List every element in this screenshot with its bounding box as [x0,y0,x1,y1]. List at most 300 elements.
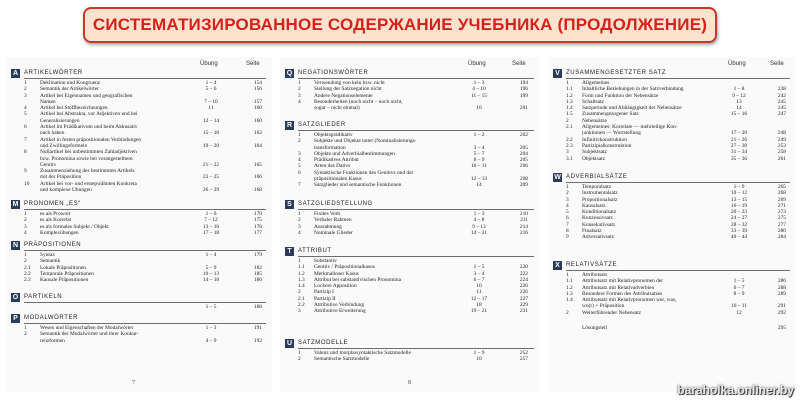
entry-exercises: 19 – 21 [470,308,488,315]
section-letter-icon: P [11,314,20,323]
section-letter-icon: Q [286,70,293,77]
entry-title: Instrumentalsatz [582,190,618,197]
entry-page: 295 [777,325,786,331]
entry-title: junktionen — Wortstellung [582,130,641,137]
entry-number: 1 [566,272,569,278]
section-header [6,314,272,325]
entry-exercises: 16 – 19 [730,202,748,209]
entry-number: 2 [24,258,27,265]
entry-exercises: 11 – 15 [471,92,487,99]
entry-exercises: 5 – 9 [205,264,217,271]
entry-exercises: 9 – 12 [732,92,746,99]
entry-number: 1.2 [566,92,573,99]
entry-number: 2 [298,356,301,363]
entry-title: und komplexe Übungen [40,187,92,194]
entry-exercises: 11 [476,289,482,296]
entry-page: 160 [253,117,262,124]
entry-page: 275 [777,215,786,222]
entry-exercises: 12 – 13 [470,176,488,183]
section-divider [298,348,534,349]
entry-title: Besondere Formen des Attributsatzes [582,290,663,297]
toc-entry[interactable] [280,308,540,314]
entry-page: 273 [777,209,786,216]
entry-page: 257 [519,356,528,363]
toc-entry[interactable] [280,182,540,188]
section-title: ZUSAMMENGESETZTER SATZ [566,70,667,76]
entry-exercises: 14 – 18 [202,277,220,284]
entry-title: Konsekutivsatz [582,221,616,228]
entry-number: 4 [24,229,27,236]
entry-number: 1 [24,211,27,217]
entry-title: Lösungsteil [582,325,608,331]
entry-exercises: 35 – 36 [730,155,748,162]
entry-exercises: 4 – 9 [205,337,217,344]
entry-number: 1 [24,325,27,331]
entry-number: 5 [566,209,569,216]
section-title: SATZGLIEDSTELLUNG [298,201,373,207]
entry-title: Lockere Apposition [314,283,357,290]
entry-page: 175 [253,217,262,224]
toc-entry[interactable] [280,230,540,236]
entry-title: Schaltsatz [582,98,604,105]
entry-number: 1.4 [298,283,305,290]
section-header [280,69,540,80]
entry-number: 8 [566,228,569,235]
toc-entry[interactable] [6,230,272,236]
entry-title: Proportionalsatz [582,196,618,203]
entry-page: 205 [519,157,528,164]
entry-exercises: 21 – 22 [202,161,220,168]
entry-page: 222 [519,270,528,277]
entry-number: 1.4 [566,105,573,112]
toc-entry[interactable] [280,356,540,362]
entry-page: 206 [519,163,528,170]
entry-exercises: 21 – 26 [730,136,748,143]
section-header [548,173,796,184]
section-title: PRÄPOSITIONEN [24,242,82,248]
entry-title: Verwendung von kein bzw. nicht [314,80,385,86]
entry-page: 271 [777,202,786,209]
entry-page: 252 [519,350,528,356]
entry-exercises: 15 – 18 [202,130,220,137]
toc-entry[interactable] [548,234,796,240]
entry-page: 211 [520,217,528,224]
entry-number: 1 [566,80,569,86]
toc-page-middle [280,57,540,392]
entry-title: Objektsatz [582,155,606,162]
entry-number: 1 [298,258,301,264]
entry-title: Attributsatz mit Relativpronomen wer, was, [582,297,677,304]
entry-exercises: 10 – 11 [471,163,487,170]
section-title: PRONOMEN „ES“ [24,201,81,207]
entry-exercises: 28 – 32 [730,221,748,228]
entry-title: Nominale Glieder [314,229,353,236]
entry-exercises: 10 – 12 [730,190,748,197]
entry-title: Temporale Präpositionen [40,270,94,277]
entry-title: sogar – nicht einmal) [314,105,360,112]
entry-number: 1 [24,80,27,86]
entry-page: 280 [777,228,786,235]
section-header [280,339,540,350]
entry-page: 170 [253,211,262,217]
section-divider [298,209,534,210]
section-divider [24,323,266,324]
entry-title: Attributsatz [582,272,608,278]
page-number: 7 [132,380,135,386]
entry-title: transformation [314,144,346,151]
entry-number: 2.1 [566,124,573,131]
entry-number: 2 [566,309,569,316]
entry-number: 4 [298,229,301,236]
entry-number: 4 [298,157,301,164]
entry-page: 196 [519,86,528,93]
entry-number: 2.2 [566,136,573,143]
entry-title: Zusammenziehung des bestimmten Artikels [40,168,135,175]
page-number: 8 [408,380,411,386]
entry-number: 3 [298,92,301,99]
entry-page: 168 [253,187,262,194]
entry-title: Satzperiode und Abhängigkeit der Nebensätze [582,105,682,112]
entry-title: Prädikatives Attribut [314,157,359,164]
section-title: SATZGLIEDER [298,122,346,128]
entry-number: 3 [566,196,569,203]
entry-title: Temporalsatz [582,184,611,190]
entry-exercises: 7 – 10 [204,98,218,105]
entry-exercises: 3 – 4 [473,144,485,151]
entry-page: 268 [777,190,786,197]
toc-section [6,314,272,344]
entry-number: 4 [24,105,27,112]
entry-title: Satzglieder und semantische Funktionen [314,182,402,189]
section-divider [566,78,790,79]
section-divider [24,250,266,251]
section-title: ATTRIBUT [298,248,332,254]
section-title: MODALWÖRTER [24,315,79,321]
toc-entry[interactable] [6,187,272,193]
entry-title: Objekte und Adverbialbestimmungen [314,150,395,157]
toc-section [548,261,796,316]
toc-section [6,293,272,310]
entry-exercises: 20 – 23 [730,209,748,216]
entry-title: Attribut bei substantivischen Pronomina [314,276,401,283]
entry-number: 2 [298,217,301,224]
entry-page: 201 [519,105,528,112]
entry-exercises: 1 – 6 [205,211,217,217]
entry-title: mit der Präposition [40,174,82,181]
entry-title: Kausale Präpositionen [40,277,89,284]
entry-number: 2 [298,138,301,145]
entry-title: Subjektsatz [582,149,607,156]
entry-page: 224 [519,276,528,283]
entry-page: 204 [519,150,528,157]
entry-exercises: 26 – 29 [202,187,220,194]
section-header [280,247,540,258]
entry-exercises: 14 – 21 [470,229,488,236]
entry-number: 7 [298,182,301,189]
entry-title: Lokale Präpositionen [40,264,86,271]
entry-page: 191 [253,325,262,331]
entry-page: 226 [519,289,528,296]
entry-number: 1 [298,350,301,356]
entry-page: 247 [777,111,786,118]
section-header [6,200,272,211]
entry-title: Kausalsatz [582,202,606,209]
entry-exercises: 19 – 20 [202,142,220,149]
entry-number: 1 [298,132,301,138]
entry-title: Artikel bei Stoffbezeichnungen [40,105,108,112]
entry-page: 231 [519,308,528,315]
entry-exercises: 1 – 5 [473,264,485,271]
entry-title: Allgemeines [582,80,610,86]
entry-number: 2.3 [24,277,31,284]
entry-exercises: 40 – 44 [730,234,748,241]
toc-page-right [548,57,796,392]
entry-title: Semantik [40,258,61,265]
entry-number: 1.5 [566,111,573,118]
section-divider [566,182,790,183]
entry-page: 154 [253,80,262,86]
toc-entry[interactable] [6,277,272,283]
entry-exercises: 1 – 4 [205,252,217,258]
entry-title: Ausrahmung [314,223,342,230]
entry-exercises: 3 – 4 [473,270,485,277]
column-header-seite: Seite [770,61,784,67]
section-divider [298,256,534,257]
entry-number: 3 [298,308,301,315]
toc-entry[interactable] [280,105,540,111]
entry-number: 3 [298,223,301,230]
entry-exercises: 17 – 20 [730,130,748,137]
entry-number: 1.1 [566,278,573,285]
entry-number: 1.2 [566,284,573,291]
entry-title: Partizipialkonstruktion [582,142,632,149]
entry-number: 2 [24,331,27,338]
section-header [548,69,796,80]
section-header [280,200,540,211]
toc-entry[interactable] [548,325,796,331]
entry-title: wo(r) + Präposition [582,303,625,310]
entry-number: 2.1 [24,264,31,271]
entry-exercises: 11 [208,105,214,112]
entry-title: Artikel bei vor- und erstерwähnten Konkreta [40,180,137,187]
entry-page: 277 [777,221,786,228]
entry-exercises: 33 – 39 [730,228,748,235]
entry-exercises: 12 – 17 [470,295,488,302]
entry-title: Generalisierungen [40,117,80,124]
entry-title: Syntaktische Funktionen des Genitivs und der [314,169,414,176]
entry-title: Subjekte und Objekte unter (Nominalisierungs- [314,138,417,145]
entry-title: Nullartikel bei unbestimmten Zahladjektiven [40,149,137,156]
entry-exercises: 8 – 9 [733,290,745,297]
entry-page: 186 [253,277,262,284]
entry-page: 162 [253,130,262,137]
entry-page: 214 [519,223,528,230]
entry-exercises: 1 – 3 [473,80,485,86]
entry-exercises: 13 – 15 [730,196,748,203]
entry-exercises: 10 [476,356,482,363]
toc-entry[interactable] [548,310,796,316]
entry-exercises: 5 – 7 [473,150,485,157]
entry-title: bzw. Pronomina sowie bei vorangestelltem [40,155,133,162]
entry-number: 5 [24,111,27,118]
toc-page-left [6,57,272,392]
entry-number: 2 [24,217,27,224]
entry-page: 292 [777,309,786,316]
section-header [280,121,540,132]
entry-page: 179 [253,252,262,258]
entry-number: 1.1 [566,86,573,93]
entry-number: 2 [566,190,569,197]
section-letter-icon: O [12,294,19,301]
toc-section [280,121,540,189]
entry-exercises: 1 – 5 [733,278,745,285]
entry-exercises: 14 [736,105,742,112]
entry-page: 229 [519,302,528,309]
entry-title: Attributsatz mit Relativpronomen der [582,278,663,285]
section-divider [566,270,790,271]
entry-number: 2.2 [24,270,31,277]
entry-title: es als formales Subjekt / Objekt [40,223,109,230]
entry-exercises: 1 – 4 [205,80,217,86]
entry-exercises: 27 – 30 [730,142,748,149]
entry-number: 3 [566,149,569,156]
entry-number: 2.1 [298,295,305,302]
entry-title: Stellung der Satznegation nicht [314,86,382,93]
entry-exercises: 4 – 10 [472,86,486,93]
entry-exercises: 1 – 2 [473,132,485,138]
toc-section [6,69,272,193]
entry-title: Semantik der Artikelwörter [40,86,99,93]
entry-page: 227 [519,295,528,302]
entry-title: Arten des Dativs [314,163,351,170]
toc-section [6,200,272,236]
entry-title: Inhaltliche Beziehungen in der Satzverbindung [582,86,684,93]
entry-title: Partizip I [314,289,334,296]
entry-number: 1.3 [566,98,573,105]
toc-entry[interactable] [548,156,796,162]
entry-title: Syntax [40,252,55,258]
entry-title: Adversativsatz [582,234,615,241]
entry-number: 9 [24,168,27,175]
toc-section [280,69,540,111]
entry-title: Form und Funktion der Nebensätze [582,92,659,99]
entry-title: Finalsatz [582,228,602,235]
section-letter-icon: W [554,174,561,181]
entry-page: 289 [777,290,786,297]
entry-number: 6 [566,215,569,222]
entry-page: 208 [519,176,528,183]
entry-page: 177 [253,229,262,236]
section-header [548,261,796,272]
entry-exercises: 1 – 9 [733,184,745,190]
entry-title: renzformen [40,337,65,344]
entry-number: 7 [566,221,569,228]
section-divider [298,130,534,131]
entry-number: 3 [298,150,301,157]
entry-page: 248 [777,130,786,137]
entry-page: 291 [777,303,786,310]
column-header-ubung: Übung [200,61,218,67]
entry-page: 284 [777,234,786,241]
entry-exercises: 1 – 9 [473,350,485,356]
entry-number: 7 [24,136,27,143]
entry-number: 1 [566,184,569,190]
entry-page: 192 [253,337,262,344]
toc-entry[interactable] [6,338,272,344]
section-title: ADVERBIALSÄTZE [566,174,628,180]
section-title: PARTIKELN [24,294,63,300]
entry-title: es als Korrelat [40,217,72,224]
entry-exercises: 12 – 14 [202,117,220,124]
entry-title: Komplexübungen [40,229,79,236]
entry-page: 258 [777,149,786,156]
entry-title: Konditionalsatz [582,209,617,216]
entry-page: 166 [253,174,262,181]
entry-title: Artikel bei Eigennamen und geografischen [40,92,133,99]
entry-number: 1.3 [566,290,573,297]
entry-title: Valenz und morphosyntaktische Satzmodelle [314,350,411,356]
watermark: baraholka.onliner.by [677,383,794,397]
entry-exercises: 13 – 16 [202,223,220,230]
entry-page: 216 [519,229,528,236]
entry-number: 1 [298,211,301,217]
entry-page: 242 [777,92,786,99]
entry-page: 157 [253,98,262,105]
entry-page: 205 [519,144,528,151]
entry-title: Wesen und Eigenschaften der Modalwörter [40,325,134,331]
toc-section [280,200,540,236]
entry-title: Deklination und Kongruenz [40,80,101,86]
entry-title: Substantiv [314,258,337,264]
column-header-ubung: Übung [468,61,486,67]
section-letter-icon: U [286,340,293,347]
entry-exercises: 9 – 13 [472,223,486,230]
entry-number: 2.2 [298,302,305,309]
entry-page: 265 [777,184,786,190]
toc-section [280,247,540,315]
entry-exercises: 17 – 18 [202,229,220,236]
entry-page: 269 [777,196,786,203]
entry-page: 182 [253,264,262,271]
entry-title: Artikel bei Abstrakta, vor Adjektiven und bei [40,111,138,118]
section-header [6,293,272,304]
entry-number: 8 [24,149,27,156]
entry-number: 1 [298,80,301,86]
entry-exercises: 12 [736,309,742,316]
entry-exercises: 6 – 7 [473,276,485,283]
entry-number: 10 [24,180,30,187]
entry-title: Merkmalloser Kasus [314,270,359,277]
entry-title: Artikel in festen präpositionalen Verbindungen [40,136,142,143]
section-letter-icon: X [553,261,562,270]
entry-number: 5 [298,163,301,170]
section-letter-icon: M [12,201,19,208]
entry-page: 226 [519,283,528,290]
entry-title: Genitiv / Präpositionalkasus [314,264,375,271]
entry-exercises: 1 – 8 [733,86,745,93]
entry-title: Allgemeines: Korrelate — mehrteilige Kon- [582,124,678,131]
section-title: RELATIVSÄTZE [566,262,618,268]
entry-exercises: 1 – 5 [205,304,217,310]
entry-page: 249 [777,136,786,143]
entry-number: 3.1 [566,155,573,162]
entry-page: 194 [519,80,528,86]
column-header-seite: Seite [246,61,260,67]
entry-number: 1.3 [298,276,305,283]
entry-title: nach haben [40,130,65,137]
toc-entry[interactable] [6,304,272,310]
entry-page: 202 [519,132,528,138]
